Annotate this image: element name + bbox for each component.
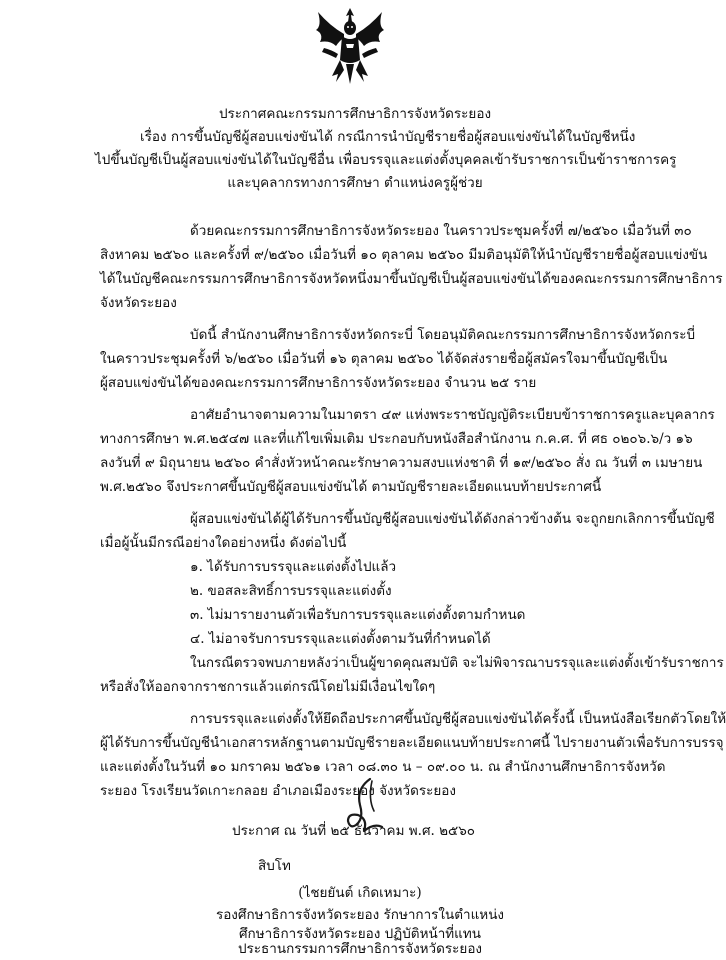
garuda-emblem-icon [310,4,390,86]
paragraph-2-line-1: บัดนี้ สำนักงานศึกษาธิการจังหวัดกระบี่ โดยอนุมัติคณะกรรมการศึกษาธิการจังหวัดกระบี่ [190,327,696,343]
announcement-date: ประกาศ ณ วันที่ ๒๕ ธันวาคม พ.ศ. ๒๕๖๐ [232,823,476,839]
paragraph-1-line-4: จังหวัดระยอง [100,295,177,311]
paragraph-6-line-3: และแต่งตั้งในวันที่ ๑๐ มกราคม ๒๕๖๑ เวลา ๐๘.๓๐ น – ๐๙.๐๐ น. ณ สำนักงานศึกษาธิการจังหวัด [100,759,666,775]
signer-position-line-1: รองศึกษาธิการจังหวัดระยอง รักษาการในตำแหน่ง [215,907,505,923]
signer-name: (ไชยยันต์ เกิดเหมาะ) [298,885,422,901]
announcement-title: ประกาศคณะกรรมการศึกษาธิการจังหวัดระยอง [218,106,492,122]
signature-image [334,775,404,837]
subject-line-2: ไปขึ้นบัญชีเป็นผู้สอบแข่งขันได้ในบัญชีอื่น เพื่อบรรจุและแต่งตั้งบุคคลเข้ารับราชการเป็นข้าราชการครู [95,152,677,168]
subject-line-1: เรื่อง การขึ้นบัญชีผู้สอบแข่งขันได้ กรณีการนำบัญชีรายชื่อผู้สอบแข่งขันได้ในบัญชีหนึ่ง [140,129,636,145]
condition-item-3: ๓. ไม่มารายงานตัวเพื่อรับการบรรจุและแต่งตั้งตามกำหนด [190,607,526,623]
paragraph-3-line-2: ทางการศึกษา พ.ศ.๒๕๔๗ และที่แก้ไขเพิ่มเติม ประกอบกับหนังสือสำนักงาน ก.ค.ศ. ที่ ศธ ๐๒๐๖.๖/ว ๑๖ [100,431,693,447]
paragraph-1-line-2: สิงหาคม ๒๕๖๐ และครั้งที่ ๙/๒๕๖๐ เมื่อวันที่ ๑๐ ตุลาคม ๒๕๖๐ มีมติอนุมัติให้นำบัญชีรายชื่อผู้สอบแข่งขัน [100,247,708,263]
paragraph-3-line-1: อาศัยอำนาจตามความในมาตรา ๔๙ แห่งพระราชบัญญัติระเบียบข้าราชการครูและบุคลากร [190,407,715,423]
paragraph-6-line-4: ระยอง โรงเรียนวัดเกาะกลอย อำเภอเมืองระยอง จังหวัดระยอง [100,783,457,799]
condition-item-2: ๒. ขอสละสิทธิ์การบรรจุและแต่งตั้ง [190,583,392,599]
condition-item-4: ๔. ไม่อาจรับการบรรจุและแต่งตั้งตามวันที่กำหนดได้ [190,631,491,647]
paragraph-5-line-2: หรือสั่งให้ออกจากราชการแล้วแต่กรณีโดยไม่มีเงื่อนไขใดๆ [100,679,436,695]
paragraph-6-line-2: ผู้ได้รับการขึ้นบัญชีนำเอกสารหลักฐานตามบัญชีรายละเอียดแนบท้ายประกาศนี้ ไปรายงานตัวเพื่อรับการบรรจุ [100,735,724,751]
signer-position-line-3: ประธานกรรมการศึกษาธิการจังหวัดระยอง [237,941,483,957]
subject-line-3: และบุคลากรทางการศึกษา ตำแหน่งครูผู้ช่วย [227,175,483,191]
paragraph-2-line-2: ในคราวประชุมครั้งที่ ๖/๒๕๖๐ เมื่อวันที่ ๑๖ ตุลาคม ๒๕๖๐ ได้จัดส่งรายชื่อผู้สมัครใจมาขึ้นบัญชีเป็น [100,351,668,367]
paragraph-4-line-1: ผู้สอบแข่งขันได้ผู้ได้รับการขึ้นบัญชีผู้สอบแข่งขันได้ดังกล่าวข้างต้น จะถูกยกเลิกการขึ้นบัญชี [190,511,715,527]
paragraph-1-line-1: ด้วยคณะกรรมการศึกษาธิการจังหวัดระยอง ในคราวประชุมครั้งที่ ๗/๒๕๖๐ เมื่อวันที่ ๓๐ [190,223,692,239]
paragraph-3-line-4: พ.ศ.๒๕๖๐ จึงประกาศขึ้นบัญชีผู้สอบแข่งขันได้ ตามบัญชีรายละเอียดแนบท้ายประกาศนี้ [100,479,602,495]
paragraph-1-line-3: ได้ในบัญชีคณะกรรมการศึกษาธิการจังหวัดหนึ่งมาขึ้นบัญชีเป็นผู้สอบแข่งขันได้ของคณะกรรมการศึกษาธิการ [100,271,723,287]
paragraph-5-line-1: ในกรณีตรวจพบภายหลังว่าเป็นผู้ขาดคุณสมบัติ จะไม่พิจารณาบรรจุและแต่งตั้งเข้ารับราชการ [190,655,724,671]
signer-position-line-2: ศึกษาธิการจังหวัดระยอง ปฏิบัติหน้าที่แทน [238,926,482,942]
signer-rank: สิบโท [258,858,291,874]
paragraph-6-line-1: การบรรจุและแต่งตั้งให้ยึดถือประกาศขึ้นบัญชีผู้สอบแข่งขันได้ครั้งนี้ เป็นหนังสือเรียกตัวโดยให้ [190,711,726,727]
paragraph-4-line-2: เมื่อผู้นั้นมีกรณีอย่างใดอย่างหนึ่ง ดังต่อไปนี้ [100,535,347,551]
condition-item-1: ๑. ได้รับการบรรจุและแต่งตั้งไปแล้ว [190,559,397,575]
paragraph-3-line-3: ลงวันที่ ๙ มิถุนายน ๒๕๖๐ คำสั่งหัวหน้าคณะรักษาความสงบแห่งชาติ ที่ ๑๙/๒๕๖๐ สั่ง ณ วันที่ ๓ เมษายน [100,455,703,471]
paragraph-2-line-3: ผู้สอบแข่งขันได้ของคณะกรรมการศึกษาธิการจังหวัดระยอง จำนวน ๒๕ ราย [100,375,537,391]
